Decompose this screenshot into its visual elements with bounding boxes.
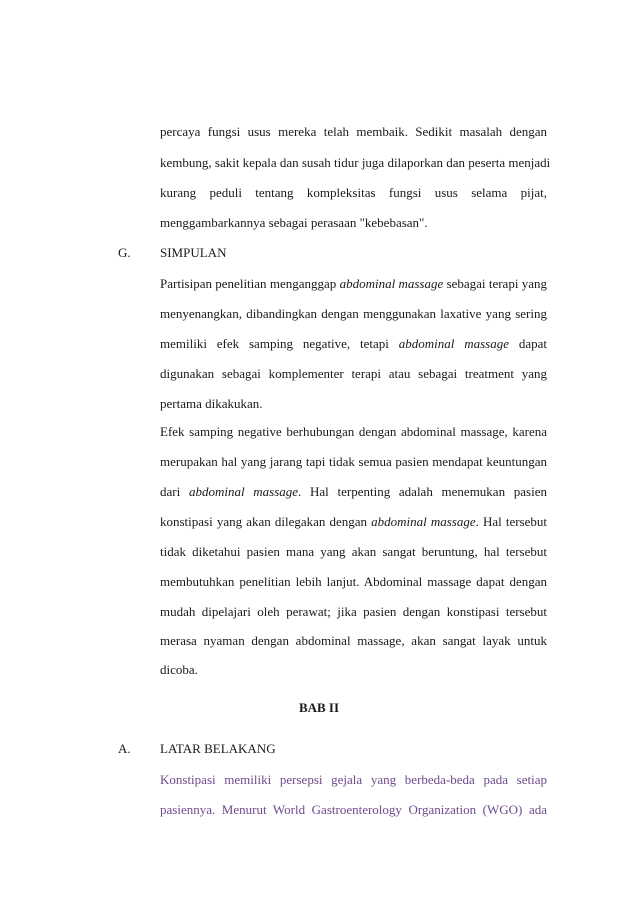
text-line: merupakan hal yang jarang tapi tidak semua pasien mendapat keuntungan (160, 454, 547, 469)
text-line: kembung, sakit kepala dan susah tidur juga dilaporkan dan peserta menjadi (160, 155, 551, 170)
text-line: pasiennya. Menurut World Gastroenterology Organization (WGO) ada (160, 802, 547, 817)
text-span: . Hal terpenting adalah menemukan pasien (298, 484, 547, 499)
text-line: digunakan sebagai komplementer terapi atau sebagai treatment yang (160, 366, 547, 381)
text-span: dapat (509, 336, 547, 351)
text-line: pertama dikakukan. (160, 396, 263, 411)
text-line: merasa nyaman dengan abdominal massage, akan sangat layak untuk (160, 633, 547, 648)
section-heading: SIMPULAN (160, 245, 227, 260)
text-line: menyenangkan, dibandingkan dengan menggunakan laxative yang sering (160, 306, 547, 321)
text-span: . Hal tersebut (475, 514, 548, 529)
text-line: kurang peduli tentang kompleksitas fungsi usus selama pijat, (160, 185, 547, 200)
text-span: dari (160, 484, 189, 499)
text-line: Konstipasi memiliki persepsi gejala yang berbeda-beda pada setiap (160, 772, 547, 787)
text-line (160, 336, 547, 352)
text-line (160, 484, 547, 500)
text-line (160, 276, 547, 292)
section-marker: A. (118, 741, 131, 756)
text-line: Efek samping negative berhubungan dengan abdominal massage, karena (160, 424, 547, 439)
text-span: Partisipan penelitian menganggap (160, 276, 340, 291)
text-line: dicoba. (160, 662, 198, 677)
section-heading: LATAR BELAKANG (160, 741, 276, 756)
italic-term: abdominal massage (371, 514, 476, 529)
text-line (160, 514, 547, 530)
text-line: membutuhkan penelitian lebih lanjut. Abdominal massage dapat dengan (160, 574, 547, 589)
text-line: percaya fungsi usus mereka telah membaik. Sedikit masalah dengan (160, 124, 547, 139)
text-span: sebagai terapi yang (443, 276, 547, 291)
text-line: menggambarkannya sebagai perasaan "kebebasan". (160, 215, 428, 230)
chapter-title: BAB II (298, 700, 340, 715)
italic-term: abdominal massage (398, 336, 509, 351)
italic-term: abdominal massage (339, 276, 444, 291)
text-line: tidak diketahui pasien mana yang akan sangat beruntung, hal tersebut (160, 544, 547, 559)
text-span: konstipasi yang akan dilegakan dengan (160, 514, 372, 529)
text-span: memiliki efek samping negative, tetapi (160, 336, 399, 351)
text-line: mudah dipelajari oleh perawat; jika pasien dengan konstipasi tersebut (160, 604, 547, 619)
italic-term: abdominal massage (188, 484, 299, 499)
section-marker: G. (118, 245, 131, 260)
